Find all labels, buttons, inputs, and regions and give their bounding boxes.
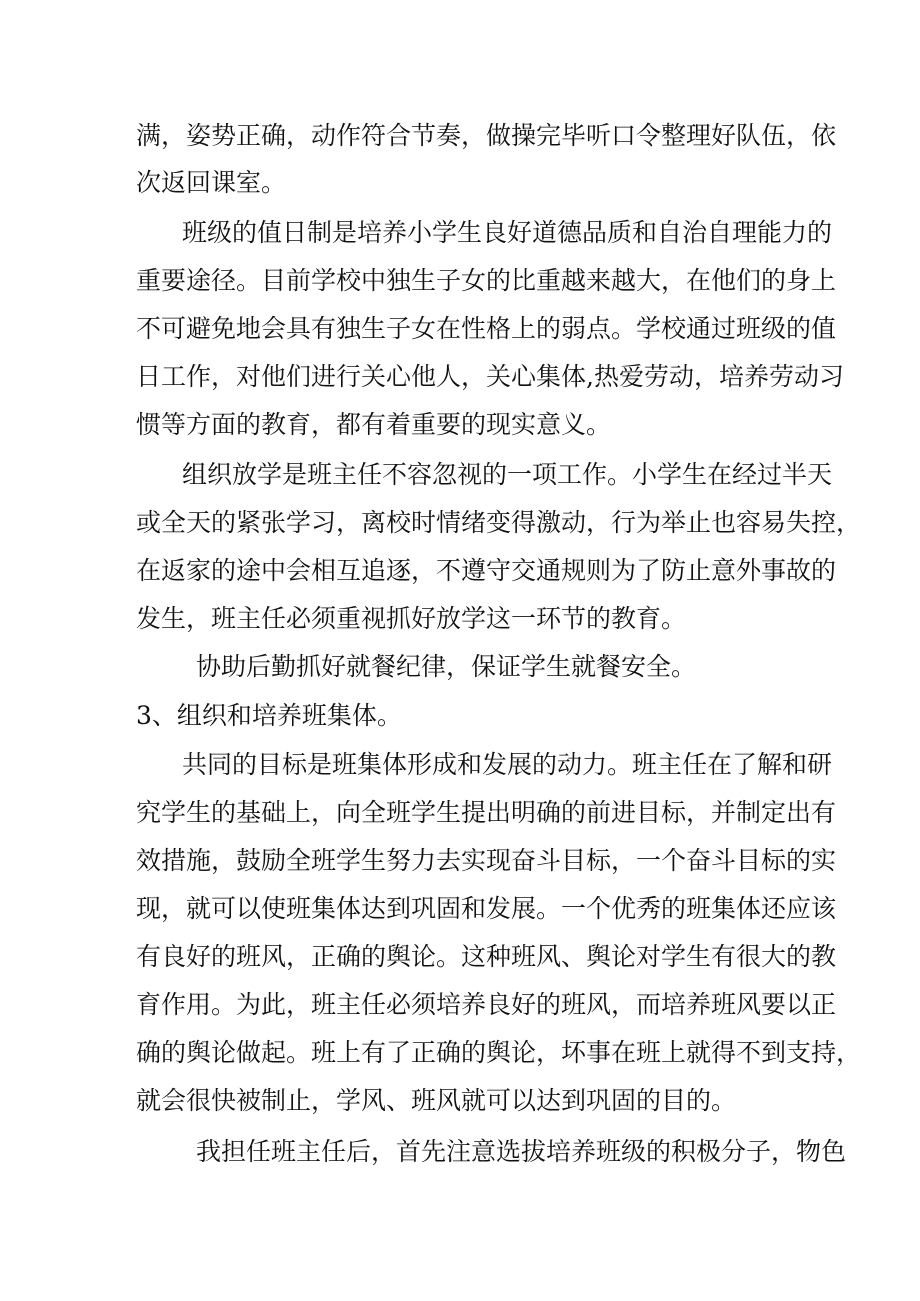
text-line-12: 协助后勤抓好就餐纪律，保证学生就餐安全。: [196, 652, 697, 681]
section-heading-3: 3、组织和培养班集体。: [136, 701, 402, 730]
text-line-20: 确的舆论做起。班上有了正确的舆论，坏事在班上就得不到支持，: [136, 1038, 862, 1067]
text-line-1: 满，姿势正确，动作符合节奏，做操完毕听口令整理好队伍，依: [136, 121, 837, 150]
text-line-17: 现，就可以使班集体达到巩固和发展。一个优秀的班集体还应该: [136, 894, 837, 923]
text-line-18: 有良好的班风，正确的舆论。这种班风、舆论对学生有很大的教: [136, 942, 837, 971]
text-line-6: 日工作，对他们进行关心他人，关心集体,热爱劳动，培养劳动习: [136, 362, 844, 391]
text-line-2: 次返回课室。: [136, 168, 287, 197]
text-line-14: 共同的目标是班集体形成和发展的动力。班主任在了解和研: [182, 750, 833, 779]
text-line-15: 究学生的基础上，向全班学生提出明确的前进目标，并制定出有: [136, 798, 837, 827]
text-line-5: 不可避免地会具有独生子女在性格上的弱点。学校通过班级的值: [136, 314, 837, 343]
text-line-7: 惯等方面的教育，都有着重要的现实意义。: [136, 410, 612, 439]
text-line-8: 组织放学是班主任不容忽视的一项工作。小学生在经过半天: [182, 460, 833, 489]
text-line-22: 我担任班主任后，首先注意选拔培养班级的积极分子，物色: [196, 1137, 847, 1166]
text-line-3: 班级的值日制是培养小学生良好道德品质和自治自理能力的: [182, 218, 833, 247]
text-line-10: 在返家的途中会相互追逐，不遵守交通规则为了防止意外事故的: [136, 556, 837, 585]
text-line-9: 或全天的紧张学习，离校时情绪变得激动，行为举止也容易失控，: [136, 508, 862, 537]
text-line-11: 发生，班主任必须重视抓好放学这一环节的教育。: [136, 604, 687, 633]
text-line-16: 效措施，鼓励全班学生努力去实现奋斗目标，一个奋斗目标的实: [136, 846, 837, 875]
text-line-19: 育作用。为此，班主任必须培养良好的班风，而培养班风要以正: [136, 990, 837, 1019]
text-line-4: 重要途径。目前学校中独生子女的比重越来越大，在他们的身上: [136, 266, 837, 295]
text-line-21: 就会很快被制止，学风、班风就可以达到巩固的目的。: [136, 1086, 737, 1115]
